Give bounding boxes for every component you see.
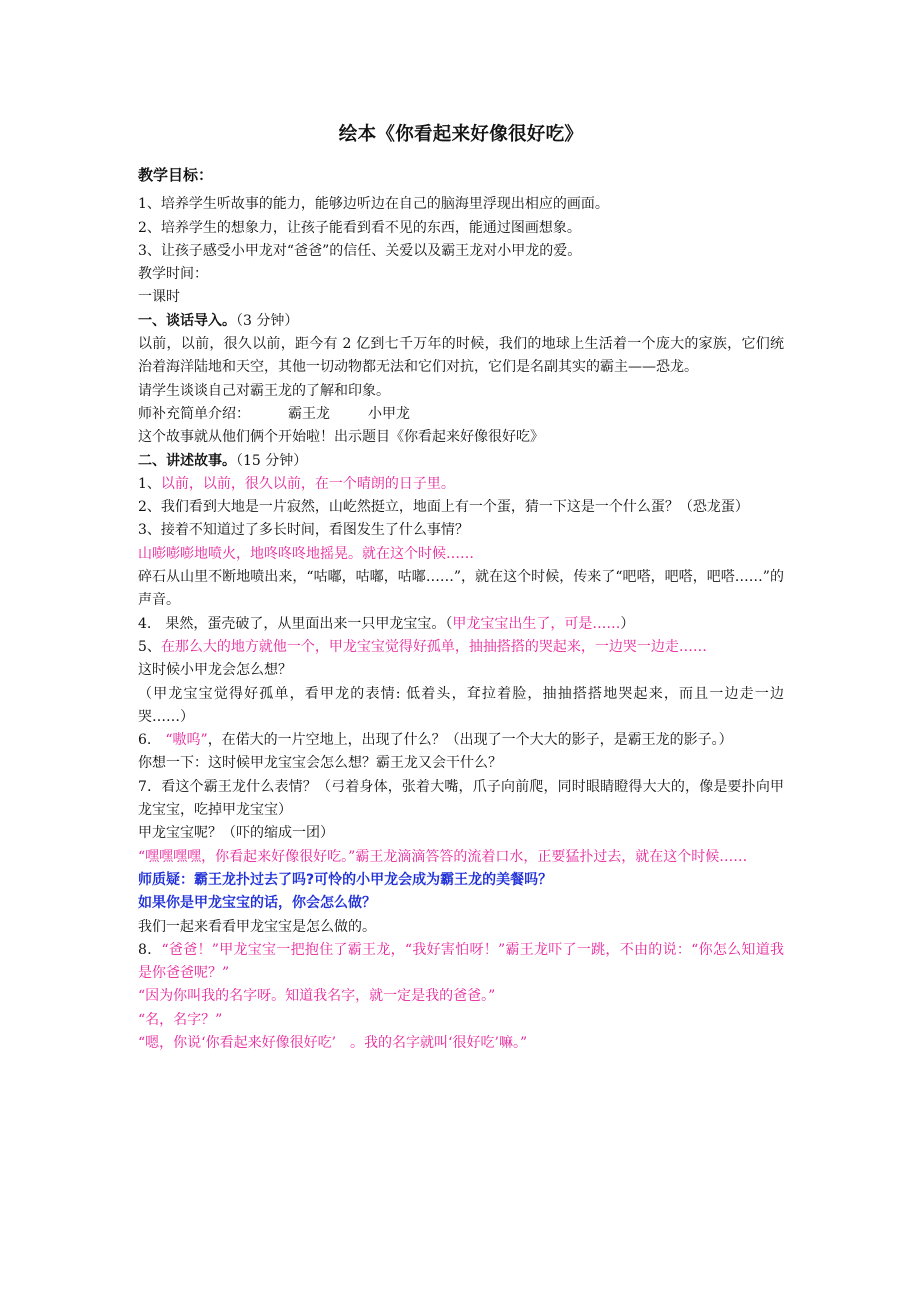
- section1-lead: 这个故事就从他们俩个开始啦！出示题目《你看起来好像很好吃》: [138, 429, 544, 446]
- teacher-question-1: 师质疑：霸王龙扑过去了吗?可怜的小甲龙会成为霸王龙的美餐吗？: [138, 871, 553, 888]
- step-4-pink: 甲龙宝宝出生了，可是……: [452, 615, 621, 632]
- step-2: 2、我们看到大地是一片寂然，山屹然挺立，地面上有一个蛋，猜一下这是一个什么蛋？（恐龙蛋）: [138, 499, 749, 516]
- section1-title: 一、谈话导入。: [138, 312, 236, 329]
- section2-duration: （15 分钟）: [236, 452, 308, 469]
- document-title: 绘本《你看起来好像很好吃》: [338, 124, 584, 145]
- document-page: [138, 120, 784, 1055]
- step-7-end: 我们一起来看看甲龙宝宝是怎么做的。: [138, 918, 376, 935]
- objective-3: 3、让孩子感受小甲龙对“爸爸”的信任、关爱以及霸王龙对小甲龙的爱。: [138, 242, 582, 259]
- step-5-question: 这时候小甲龙会怎么想？: [138, 662, 292, 679]
- teacher-question-2: 如果你是甲龙宝宝的话，你会怎么做？: [138, 895, 376, 912]
- step-5-number: 5、: [138, 638, 161, 655]
- step-6-number: 6.: [138, 732, 166, 749]
- step-8: [138, 939, 784, 986]
- time-label: 教学时间：: [138, 266, 208, 283]
- step-5: [138, 636, 784, 659]
- step-4: [138, 613, 784, 636]
- step-8-pink: “爸爸！”甲龙宝宝一把抱住了霸王龙，“我好害怕呀！”霸王龙吓了一跳，不由的说：“你怎么知道我是你爸爸呢？”: [138, 941, 784, 982]
- step-4-close: ）: [620, 615, 635, 632]
- step-7-pink: “嘿嘿嘿嘿，你看起来好像很好吃。”霸王龙滴滴答答的流着口水，正要猛扑过去，就在这个时候……: [138, 848, 748, 865]
- step-4-text: 4. 果然，蛋壳破了，从里面出来一只甲龙宝宝。（: [138, 615, 453, 632]
- step-6-text: ，在偌大的一片空地上，出现了什么？（出现了一个大大的影子，是霸王龙的影子。）: [207, 732, 733, 749]
- dialogue-3: “嗯，你说‘你看起来好像很好吃’ 。我的名字就叫‘很好吃’嘛。”: [138, 1034, 528, 1051]
- objective-1: 1、培养学生听故事的能力，能够边听边在自己的脑海里浮现出相应的画面。: [138, 196, 609, 213]
- section1-duration: （3 分钟）: [236, 312, 299, 329]
- step-7: 7．看这个霸王龙什么表情？（弓着身体，张着大嘴，爪子向前爬，同时眼睛瞪得大大的，像是要扑向甲龙宝宝，吃掉甲龙宝宝）: [138, 778, 784, 819]
- step-6-question: 你想一下：这时候甲龙宝宝会怎么想？霸王龙又会干什么？: [138, 755, 502, 772]
- step-3: 3、接着不知道过了多长时间，看图发生了什么事情？: [138, 522, 469, 539]
- section2-title: 二、讲述故事。: [138, 452, 236, 469]
- step-7-question: 甲龙宝宝呢？（吓的缩成一团）: [138, 825, 334, 842]
- step-3-pink: 山嘭嘭嘭地喷火，地咚咚咚地摇晃。就在这个时候……: [138, 545, 474, 562]
- section1-intro: 以前，以前，很久以前，距今有 2 亿到七千万年的时候，我们的地球上生活着一个庞大的家族，它们统治着海洋陆地和天空，其他一切动物都无法和它们对抗，它们是名副其实的霸主——恐龙。: [138, 336, 784, 376]
- objective-2: 2、培养学生的想象力，让孩子能看到看不见的东西，能通过图画想象。: [138, 219, 581, 236]
- step-6-pink: “嗷呜”: [165, 732, 208, 749]
- objectives-heading: 教学目标：: [138, 166, 214, 184]
- step-1-number: 1、: [138, 475, 161, 492]
- time-value: 一课时: [138, 289, 180, 306]
- step-8-number: 8．: [138, 941, 162, 958]
- section1-teacher-intro: [138, 403, 784, 426]
- step-1: [138, 473, 784, 496]
- section1-heading: [138, 310, 784, 333]
- step-5-pink: 在那么大的地方就他一个，甲龙宝宝觉得好孤单，抽抽搭搭的哭起来，一边哭一边走……: [160, 638, 707, 655]
- step-1-text: 以前，以前，很久以前，在一个晴朗的日子里。: [160, 475, 455, 492]
- dino-name-2: 小甲龙: [368, 405, 410, 422]
- section2-heading: [138, 450, 784, 473]
- dialogue-1: “因为你叫我的名字呀。知道我名字，就一定是我的爸爸。”: [138, 988, 496, 1005]
- step-3-text: 碎石从山里不断地喷出来，“咕嘟，咕嘟，咕嘟……”，就在这个时候，传来了“吧嗒，吧嗒，吧嗒……”的声音。: [138, 569, 784, 609]
- section1-ask: 请学生谈谈自己对霸王龙的了解和印象。: [138, 382, 390, 399]
- dino-name-1: 霸王龙: [288, 405, 330, 422]
- step-5-answer: （甲龙宝宝觉得好孤单，看甲龙的表情: 低着头，耷拉着脸，抽抽搭搭地哭起来，而且一边走一边哭……）: [138, 685, 784, 725]
- dialogue-2: “名，名字？”: [138, 1011, 223, 1028]
- teacher-intro-label: 师补充简单介绍：: [138, 405, 250, 422]
- step-6: [138, 729, 784, 752]
